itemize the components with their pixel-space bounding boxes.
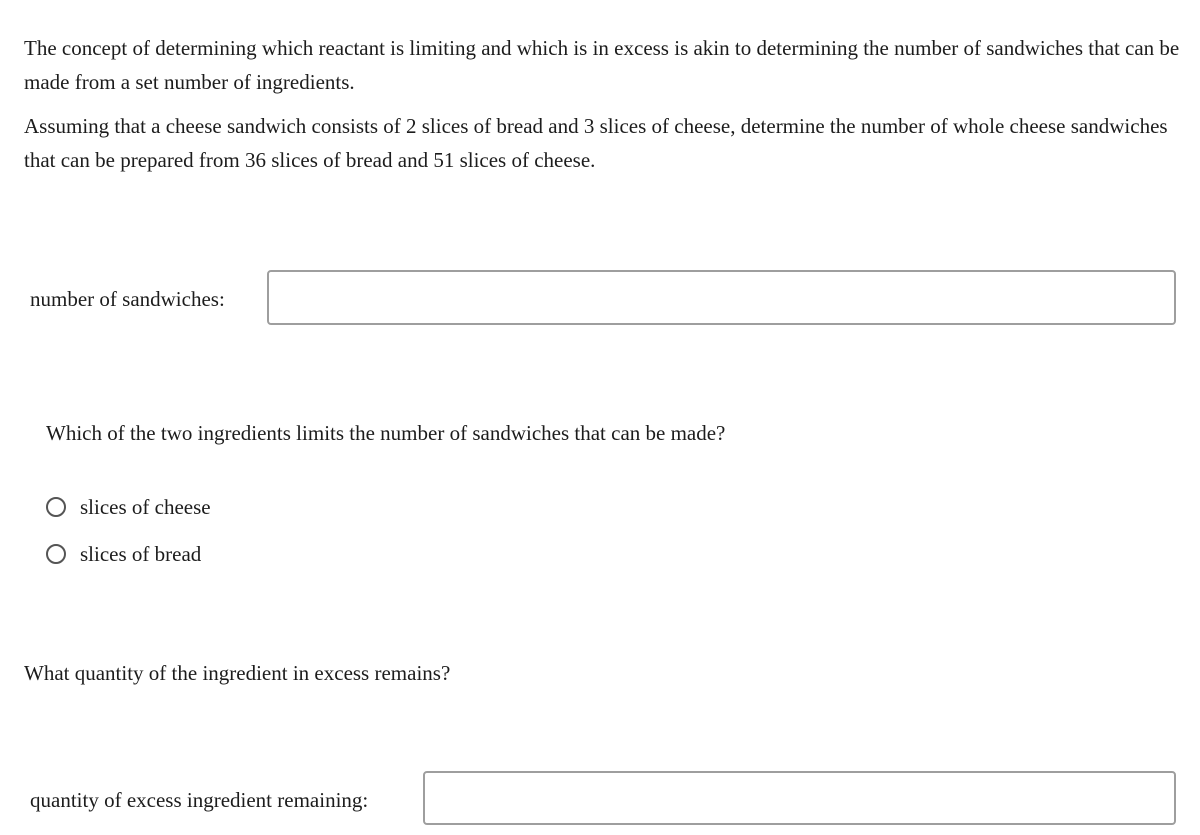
option-slices-of-bread[interactable]: [46, 539, 201, 569]
radio-button-cheese[interactable]: [46, 497, 66, 517]
limiting-question: Which of the two ingredients limits the number of sandwiches that can be made?: [46, 421, 726, 445]
radio-button-bread[interactable]: [46, 544, 66, 564]
excess-remaining-input[interactable]: [423, 771, 1176, 825]
intro-paragraph-2: Assuming that a cheese sandwich consists of 2 slices of bread and 3 slices of cheese, determine the number of whole cheese sandwiches that can be prepared from 36 slices of bread and 51 slices of cheese.: [24, 114, 1168, 172]
sandwiches-input[interactable]: [267, 270, 1176, 325]
excess-remaining-label: quantity of excess ingredient remaining:: [30, 788, 369, 812]
sandwiches-label: number of sandwiches:: [30, 287, 225, 311]
intro-paragraph-1: The concept of determining which reactant is limiting and which is in excess is akin to determining the number of sandwiches that can be made from a set number of ingredients.: [24, 36, 1180, 94]
excess-question: What quantity of the ingredient in excess remains?: [24, 661, 451, 685]
option-label-cheese: slices of cheese: [80, 495, 211, 519]
option-label-bread: slices of bread: [80, 542, 202, 566]
option-slices-of-cheese[interactable]: [46, 492, 211, 522]
